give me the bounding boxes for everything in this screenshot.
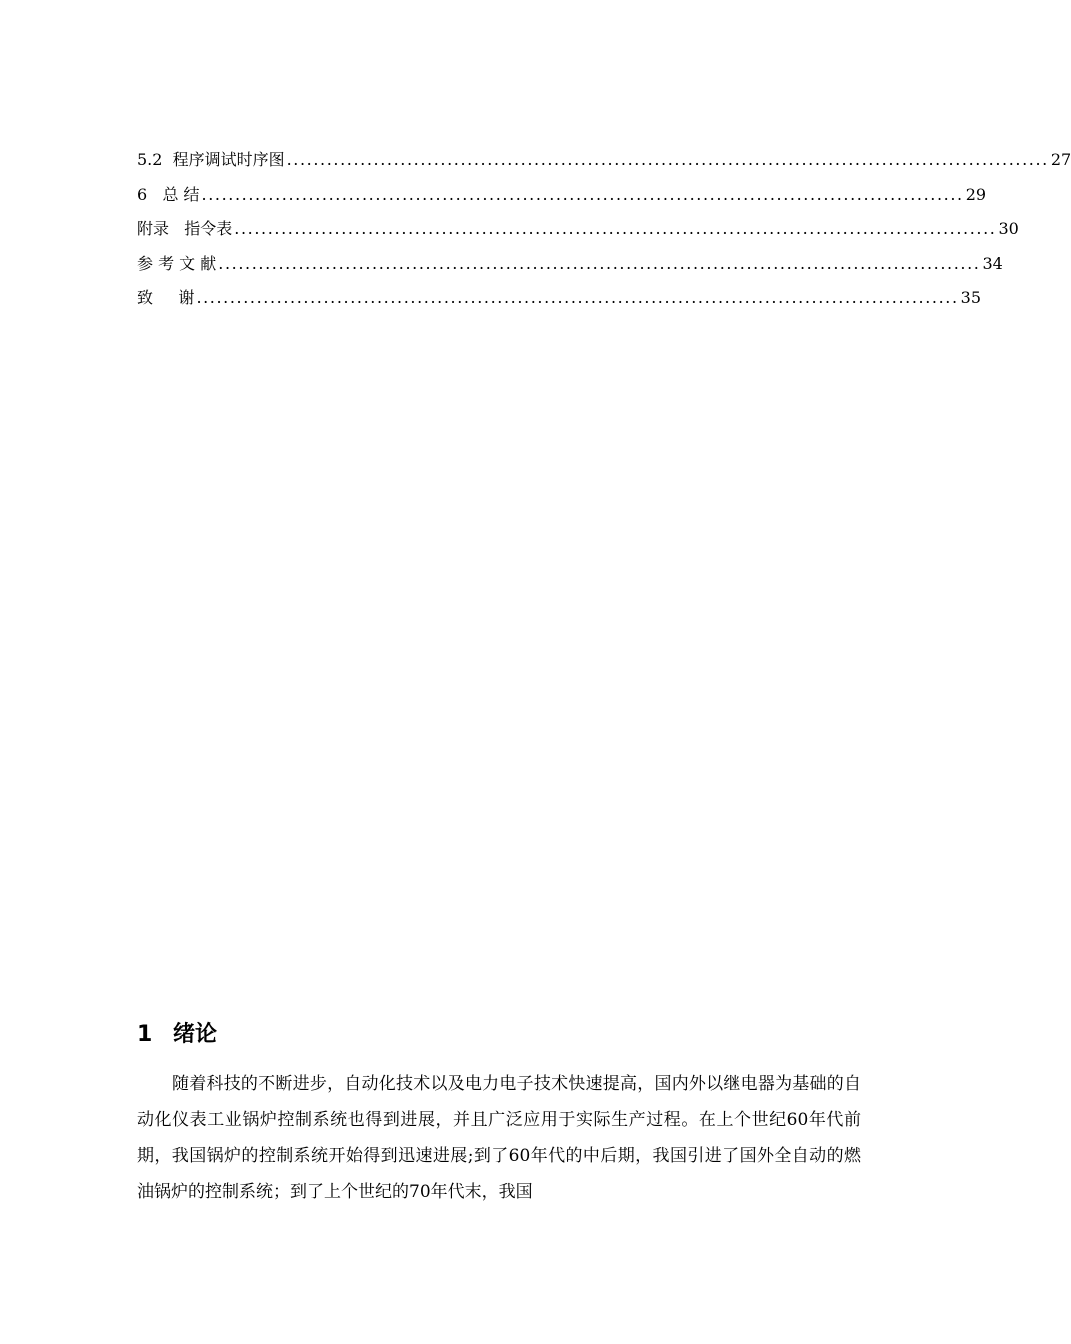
toc-leader-dots: .................................................................................................................. xyxy=(201,184,964,204)
chapter-title: 绪论 xyxy=(173,1022,218,1047)
toc-entry[interactable] xyxy=(137,217,1019,252)
toc-entry-label: 附录 指令表 xyxy=(137,219,233,238)
toc-entry-label: 参 考 文 献 xyxy=(137,253,217,273)
toc-entry-page: 30 xyxy=(998,219,1019,238)
toc-entry-label: 致 谢 xyxy=(137,288,195,307)
chapter-paragraph: 随着科技的不断进步，自动化技术以及电力电子技术快速提高，国内外以继电器为基础的自动化仪表工业锅炉控制系统也得到进展，并且广泛应用于实际生产过程。在上个世纪60年代前期，我国锅炉的控制系统开始得到迅速进展;到了60年代的中后期，我国引进了国外全自动的燃油锅炉的控制系统；到了上个世纪的70年代末，我国 xyxy=(137,1074,861,1202)
toc-leader-dots: .................................................................................................................. xyxy=(196,288,959,307)
chapter-number: 1 xyxy=(137,1022,153,1047)
toc-entry-page: 35 xyxy=(960,288,981,307)
toc-leader-dots: .................................................................................................................. xyxy=(286,150,1049,169)
toc-entry[interactable] xyxy=(137,286,981,321)
toc-entry[interactable] xyxy=(137,183,987,218)
table-of-contents xyxy=(137,148,1071,321)
toc-entry-label: 6 总 结 xyxy=(137,184,200,204)
chapter-heading xyxy=(137,1018,217,1052)
toc-leader-dots: .................................................................................................................. xyxy=(218,253,981,273)
toc-leader-dots: .................................................................................................................. xyxy=(234,219,997,238)
toc-entry[interactable] xyxy=(137,148,1071,183)
toc-entry[interactable] xyxy=(137,252,1003,287)
toc-entry-page: 29 xyxy=(965,184,987,204)
toc-entry-page: 34 xyxy=(982,253,1003,273)
toc-entry-page: 27 xyxy=(1050,150,1071,169)
toc-entry-label: 5.2 程序调试时序图 xyxy=(137,150,285,169)
